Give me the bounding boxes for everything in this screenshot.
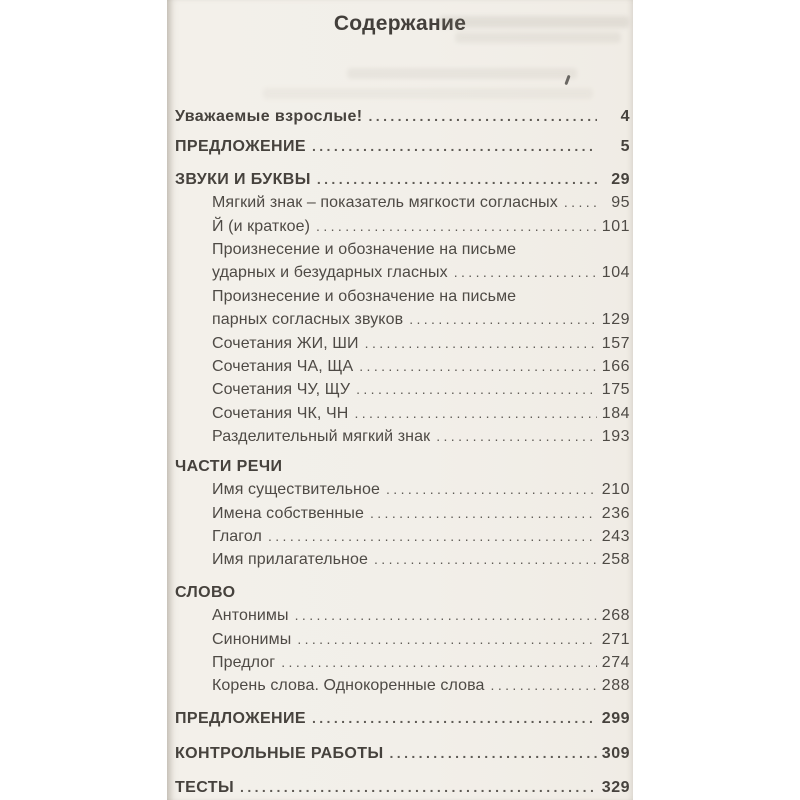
toc-entry-page: 157	[601, 334, 630, 352]
toc-entry	[175, 478, 630, 501]
toc-entry-label: Сочетания ЧК, ЧН	[212, 404, 349, 422]
toc-page	[167, 0, 633, 800]
dot-leader	[295, 604, 597, 627]
toc-entry-label: КОНТРОЛЬНЫЕ РАБОТЫ	[175, 745, 384, 763]
toc-entry-page: 166	[601, 358, 630, 376]
toc-entry-page: 29	[611, 170, 630, 188]
toc-entry-label: ЧАСТИ РЕЧИ	[175, 457, 283, 475]
toc-entry	[175, 425, 630, 448]
dot-leader	[297, 628, 597, 651]
toc-entry	[175, 674, 630, 697]
page-title: Содержание	[333, 12, 467, 35]
dot-leader	[365, 332, 597, 355]
toc-entry-label: Разделительный мягкий знак	[212, 428, 431, 446]
toc-entry-label: ПРЕДЛОЖЕНИЕ	[175, 138, 306, 156]
bleed-through-text	[455, 32, 621, 43]
toc-entry-label: Сочетания ЖИ, ШИ	[212, 334, 359, 352]
dot-leader	[268, 525, 597, 548]
toc-entry-label: Корень слова. Однокоренные слова	[212, 677, 485, 695]
toc-entry	[175, 332, 630, 355]
dot-leader	[312, 135, 597, 158]
toc-entry-page: 193	[601, 428, 630, 446]
bleed-through-text	[439, 16, 629, 28]
toc-entry-label: Й (и краткое)	[212, 217, 311, 235]
bleed-through-text	[263, 88, 593, 99]
toc-entry-page: 4	[620, 108, 630, 125]
dot-leader	[409, 308, 597, 331]
toc-entry	[175, 215, 630, 238]
toc-entry-label: Синонимы	[212, 630, 292, 648]
dot-leader	[491, 674, 597, 697]
toc-entry-page: 129	[601, 311, 630, 329]
toc-entry	[175, 355, 630, 378]
toc-entry-page: 258	[601, 551, 630, 569]
toc-entry	[175, 776, 630, 799]
toc-entry-page: 288	[601, 677, 630, 695]
toc-entry	[175, 628, 630, 651]
toc-entry-label: ТЕСТЫ	[175, 778, 235, 796]
dot-leader	[312, 707, 597, 730]
toc-entry-page: 236	[601, 504, 630, 522]
toc-entry-page: 101	[601, 217, 630, 235]
dot-leader	[356, 378, 597, 401]
dot-leader	[436, 425, 597, 448]
dot-leader	[454, 261, 597, 284]
toc-entry-label: Сочетания ЧА, ЩА	[212, 358, 354, 376]
toc-list	[167, 105, 633, 799]
toc-entry	[175, 261, 630, 284]
toc-entry	[175, 191, 630, 214]
toc-entry-page: 104	[601, 264, 630, 282]
dot-leader	[374, 548, 597, 571]
toc-entry-label: парных согласных звуков	[212, 311, 404, 329]
toc-entry-page: 309	[601, 745, 630, 763]
toc-entry-label: ударных и безударных гласных	[212, 264, 448, 282]
toc-entry-page: 243	[601, 527, 630, 545]
toc-section-heading	[175, 455, 630, 478]
toc-entry-label: СЛОВО	[175, 583, 236, 601]
toc-entry-label: Сочетания ЧУ, ЩУ	[212, 381, 351, 399]
toc-section-heading	[175, 581, 630, 604]
dot-leader	[370, 502, 597, 525]
toc-entry-label: Произнесение и обозначение на письме	[212, 241, 517, 259]
toc-entry	[175, 135, 630, 158]
toc-entry-continued	[175, 238, 630, 261]
bleed-through-text	[347, 68, 577, 79]
toc-entry-label: Глагол	[212, 527, 262, 545]
dot-leader	[359, 355, 597, 378]
toc-entry-label: Произнесение и обозначение на письме	[212, 287, 517, 305]
toc-entry-label: Мягкий знак – показатель мягкости согласных	[212, 194, 558, 212]
dot-leader	[317, 168, 597, 191]
toc-entry	[175, 168, 630, 191]
toc-entry-label: Предлог	[212, 653, 276, 671]
toc-entry-page: 299	[601, 709, 630, 727]
dot-leader	[240, 776, 597, 799]
toc-entry-page: 95	[611, 194, 630, 212]
dot-leader	[281, 651, 597, 674]
dot-leader	[564, 191, 597, 214]
dot-leader	[390, 742, 597, 765]
toc-entry	[175, 378, 630, 401]
toc-entry	[175, 604, 630, 627]
dot-leader	[369, 105, 597, 128]
toc-entry-page: 5	[620, 138, 630, 156]
toc-entry-label: Имя прилагательное	[212, 551, 368, 569]
toc-entry-label: Имя существительное	[212, 481, 380, 499]
toc-entry	[175, 651, 630, 674]
toc-entry-page: 329	[601, 778, 630, 796]
toc-entry	[175, 707, 630, 730]
toc-entry-label: ПРЕДЛОЖЕНИЕ	[175, 709, 306, 727]
toc-entry	[175, 548, 630, 571]
toc-entry-label: Антонимы	[212, 607, 289, 625]
toc-entry-label: Имена собственные	[212, 504, 364, 522]
toc-entry-continued	[175, 285, 630, 308]
toc-entry	[175, 105, 630, 128]
toc-entry	[175, 525, 630, 548]
toc-entry	[175, 308, 630, 331]
toc-entry-page: 184	[601, 404, 630, 422]
toc-entry-label: ЗВУКИ И БУКВЫ	[175, 170, 311, 188]
toc-entry-page: 210	[601, 481, 630, 499]
toc-entry	[175, 742, 630, 765]
toc-entry-page: 268	[601, 607, 630, 625]
toc-entry-page: 271	[601, 630, 630, 648]
toc-entry-label: Уважаемые взрослые!	[175, 108, 363, 125]
dot-leader	[354, 402, 597, 425]
dot-leader	[316, 215, 597, 238]
dot-leader	[386, 478, 597, 501]
toc-entry	[175, 402, 630, 425]
toc-entry	[175, 502, 630, 525]
toc-entry-page: 274	[601, 653, 630, 671]
toc-entry-page: 175	[601, 381, 630, 399]
